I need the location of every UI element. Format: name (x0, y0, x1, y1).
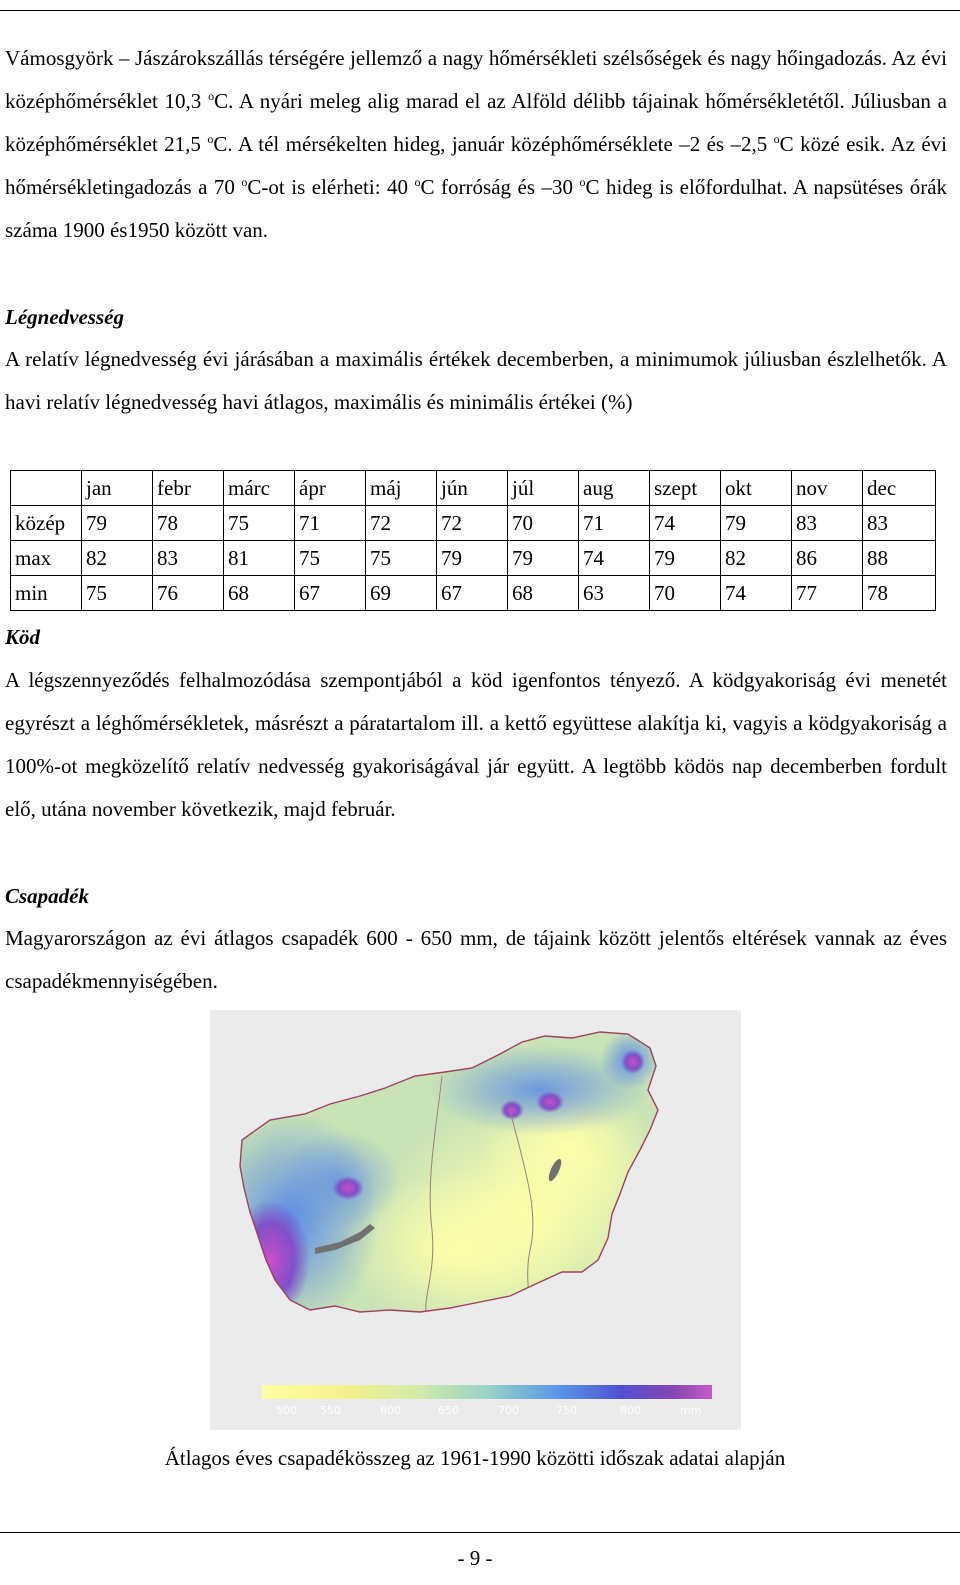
table-cell: 82 (721, 541, 792, 576)
table-cell: 79 (82, 506, 153, 541)
table-cell: 88 (863, 541, 936, 576)
table-cell: 74 (721, 576, 792, 611)
table-row (11, 506, 936, 541)
legend-labels (276, 1404, 701, 1417)
table-cell: 67 (437, 576, 508, 611)
table-cell: közép (11, 506, 82, 541)
table-cell: 83 (792, 506, 863, 541)
table-cell: 78 (153, 506, 224, 541)
legend-label: 600 (380, 1404, 401, 1417)
table-cell: min (11, 576, 82, 611)
table-cell: 72 (366, 506, 437, 541)
table-cell: okt (721, 471, 792, 506)
legend-label: 750 (556, 1404, 577, 1417)
table-cell: 76 (153, 576, 224, 611)
table-cell: júl (508, 471, 579, 506)
table-cell: dec (863, 471, 936, 506)
table-header-row (11, 471, 936, 506)
table-cell (11, 471, 82, 506)
precipitation-map (210, 1010, 741, 1430)
table-cell: 71 (579, 506, 650, 541)
table-cell: max (11, 541, 82, 576)
table-cell: márc (224, 471, 295, 506)
table-cell: jún (437, 471, 508, 506)
table-cell: ápr (295, 471, 366, 506)
bottom-rule (0, 1532, 960, 1533)
table-cell: 75 (366, 541, 437, 576)
table-cell: 67 (295, 576, 366, 611)
map-caption: Átlagos éves csapadékösszeg az 1961-1990 közötti időszak adatai alapján (164, 1446, 786, 1470)
table-cell: 74 (579, 541, 650, 576)
table-row (11, 576, 936, 611)
legend-label: 700 (498, 1404, 519, 1417)
fog-heading: Köd (5, 625, 41, 649)
table-cell: 75 (295, 541, 366, 576)
table-cell: jan (82, 471, 153, 506)
table-cell: 63 (579, 576, 650, 611)
table-cell: 79 (508, 541, 579, 576)
legend-label: 550 (320, 1404, 341, 1417)
table-cell: 79 (650, 541, 721, 576)
humidity-table (10, 470, 936, 611)
table-cell: 82 (82, 541, 153, 576)
legend-label: mm (680, 1404, 702, 1417)
table-cell: 75 (82, 576, 153, 611)
table-cell: 75 (224, 506, 295, 541)
legend-color-bar (262, 1385, 712, 1399)
legend-label: 500 (276, 1404, 297, 1417)
table-cell: 68 (224, 576, 295, 611)
precipitation-paragraph: Magyarországon az évi átlagos csapadék 600 - 650 mm, de tájaink között jelentős eltérések vannak az éves csapadékmennyiségében. (5, 926, 947, 993)
table-cell: 79 (437, 541, 508, 576)
table-cell: 79 (721, 506, 792, 541)
table-row (11, 541, 936, 576)
table-cell: 70 (508, 506, 579, 541)
table-cell: 74 (650, 506, 721, 541)
table-cell: 72 (437, 506, 508, 541)
table-cell: 70 (650, 576, 721, 611)
table-cell: aug (579, 471, 650, 506)
legend-label: 650 (438, 1404, 459, 1417)
humidity-intro: A relatív légnedvesség évi járásában a maximális értékek decemberben, a minimumok júliusban észlelhetők. A havi relatív légnedvesség havi átlagos, maximális és minimális értékei (%) (5, 347, 947, 414)
top-rule (0, 10, 960, 11)
page-number: - 9 - (457, 1546, 493, 1570)
precipitation-map-graphic (210, 1010, 741, 1430)
precipitation-heading: Csapadék (5, 884, 89, 908)
table-cell: 86 (792, 541, 863, 576)
table-cell: febr (153, 471, 224, 506)
table-cell: 69 (366, 576, 437, 611)
table-cell: máj (366, 471, 437, 506)
table-cell: 71 (295, 506, 366, 541)
table-cell: szept (650, 471, 721, 506)
humidity-heading: Légnedvesség (5, 305, 124, 329)
climate-paragraph: Vámosgyörk – Jászárokszállás térségére jellemző a nagy hőmérsékleti szélsőségek és nagy hőingadozás. Az évi középhőmérséklet 10,3 $^o$C. A nyári meleg alig marad el az Alföld délibb tájainak hőmérsékletétől. Júliusban a középhőmérséklet 21,5 $^o$C. A tél mérsékelten hideg, január középhőmérséklete –2 és –2,5 $^o$C közé esik. Az évi hőmérsékletingadozás a 70 $^o$C-ot is elérheti: 40 $^o$C forróság és –30 $^o$C hideg is előfordulhat. A napsütéses órák száma 1900 és1950 között van. (5, 46, 948, 242)
fog-paragraph: A légszennyeződés felhalmozódása szempontjából a köd igenfontos tényező. A ködgyakoriság évi menetét egyrészt a léghőmérsékletek, másrészt a páratartalom ill. a kettő együttese alakítja ki, vagyis a ködgyakoriság a 100%-ot megközelítő relatív nedvesség gyakoriságával jár együtt. A legtöbb ködös nap decemberben fordult elő, utána november következik, majd február. (5, 668, 947, 821)
table-cell: 68 (508, 576, 579, 611)
table-cell: 81 (224, 541, 295, 576)
table-cell: 77 (792, 576, 863, 611)
table-cell: 83 (153, 541, 224, 576)
table-cell: 83 (863, 506, 936, 541)
legend-label: 800 (620, 1404, 641, 1417)
table-cell: nov (792, 471, 863, 506)
table-cell: 78 (863, 576, 936, 611)
